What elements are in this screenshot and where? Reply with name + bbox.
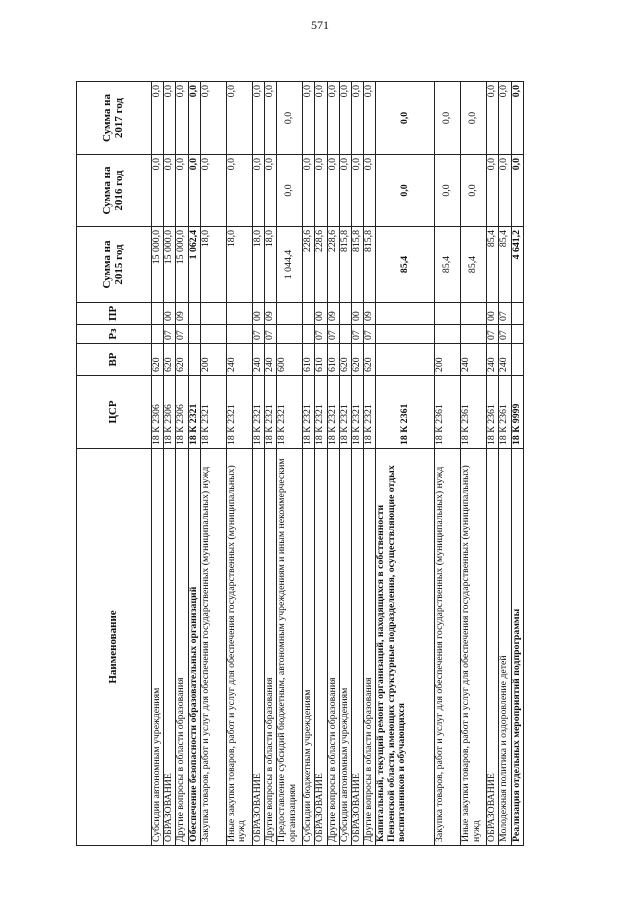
cell-vr: 240	[487, 344, 499, 376]
cell-rz	[226, 325, 252, 344]
cell-sum-2015: 228,6	[327, 227, 339, 303]
cell-sum-2015: 18,0	[200, 227, 226, 303]
cell-rz: 07	[252, 325, 264, 344]
cell-name: Субсидии автономным учреждениям	[339, 449, 351, 846]
cell-name: Обеспечение безопасности образовательных организаций	[188, 449, 200, 846]
budget-table	[76, 81, 524, 846]
table-row	[499, 82, 511, 846]
header-rz: Рз	[77, 325, 152, 344]
table-row	[364, 82, 376, 846]
cell-sum-2016: 0,0	[277, 155, 303, 227]
cell-csr: 18 К 2306	[164, 376, 176, 449]
cell-sum-2015: 15 000,0	[176, 227, 188, 303]
cell-sum-2015: 1 044,4	[277, 227, 303, 303]
header-csr: ЦСР	[77, 376, 152, 449]
table-row	[327, 82, 339, 846]
cell-rz: 07	[264, 325, 276, 344]
cell-pr: 07	[499, 303, 511, 325]
header-vr: ВР	[77, 344, 152, 376]
cell-rz: 07	[364, 325, 376, 344]
cell-sum-2016: 0,0	[351, 155, 363, 227]
cell-sum-2016: 0,0	[364, 155, 376, 227]
cell-rz	[303, 325, 315, 344]
cell-sum-2016: 0,0	[226, 155, 252, 227]
cell-pr	[277, 303, 303, 325]
table-row	[264, 82, 276, 846]
cell-rz: 07	[315, 325, 327, 344]
header-sum-2017: Сумма на 2017 год	[77, 82, 152, 155]
cell-sum-2016: 0,0	[461, 155, 487, 227]
cell-name: ОБРАЗОВАНИЕ	[315, 449, 327, 846]
cell-vr: 610	[303, 344, 315, 376]
cell-vr: 200	[435, 344, 461, 376]
cell-sum-2016: 0,0	[303, 155, 315, 227]
header-sum-2015: Сумма на 2015 год	[77, 227, 152, 303]
cell-sum-2016: 0,0	[152, 155, 164, 227]
cell-csr: 18 К 2321	[364, 376, 376, 449]
cell-name: ОБРАЗОВАНИЕ	[164, 449, 176, 846]
cell-sum-2016: 0,0	[188, 155, 200, 227]
cell-sum-2017: 0,0	[188, 82, 200, 155]
cell-rz: 07	[351, 325, 363, 344]
cell-rz	[461, 325, 487, 344]
cell-vr: 240	[461, 344, 487, 376]
cell-sum-2017: 0,0	[499, 82, 511, 155]
cell-name: Субсидии автономным учреждениям	[152, 449, 164, 846]
table-header-row	[77, 82, 152, 846]
cell-csr: 18 К 2321	[188, 376, 200, 449]
cell-sum-2015: 18,0	[264, 227, 276, 303]
cell-rz: 07	[499, 325, 511, 344]
cell-sum-2017: 0,0	[351, 82, 363, 155]
cell-sum-2015: 1 062,4	[188, 227, 200, 303]
cell-csr: 18 К 9999	[511, 376, 523, 449]
cell-sum-2017: 0,0	[364, 82, 376, 155]
cell-pr	[152, 303, 164, 325]
table-row	[188, 82, 200, 846]
table-row	[164, 82, 176, 846]
cell-vr: 620	[176, 344, 188, 376]
cell-pr: 00	[315, 303, 327, 325]
header-name: Наименование	[77, 449, 152, 846]
table-row	[339, 82, 351, 846]
cell-sum-2017: 0,0	[435, 82, 461, 155]
cell-sum-2015: 4 641,2	[511, 227, 523, 303]
cell-sum-2015: 85,4	[487, 227, 499, 303]
cell-sum-2016: 0,0	[327, 155, 339, 227]
table-row	[200, 82, 226, 846]
cell-sum-2017: 0,0	[376, 82, 435, 155]
cell-sum-2016: 0,0	[376, 155, 435, 227]
cell-pr: 09	[327, 303, 339, 325]
cell-rz	[339, 325, 351, 344]
cell-name: Субсидии бюджетным учреждениям	[303, 449, 315, 846]
cell-sum-2017: 0,0	[164, 82, 176, 155]
cell-pr: 00	[351, 303, 363, 325]
cell-name: Предоставление субсидий бюджетным, автономным учреждениям и иным некоммерческим организациям	[277, 449, 303, 846]
cell-name: Другие вопросы в области образования	[264, 449, 276, 846]
cell-vr: 610	[327, 344, 339, 376]
cell-name: Капитальный, текущий ремонт организаций, находящихся в собственности Пензенской области, имеющих структурные подразделения, осуществляющие отдых воспитанников и обучающихся	[376, 449, 435, 846]
cell-csr: 18 К 2361	[487, 376, 499, 449]
cell-csr: 18 К 2321	[226, 376, 252, 449]
cell-vr	[511, 344, 523, 376]
cell-sum-2015: 815,8	[339, 227, 351, 303]
cell-csr: 18 К 2321	[264, 376, 276, 449]
cell-sum-2015: 228,6	[315, 227, 327, 303]
cell-sum-2016: 0,0	[200, 155, 226, 227]
cell-name: Другие вопросы в области образования	[327, 449, 339, 846]
table-body	[152, 82, 524, 846]
cell-rz	[435, 325, 461, 344]
cell-name: Другие вопросы в области образования	[364, 449, 376, 846]
cell-sum-2017: 0,0	[315, 82, 327, 155]
table-row	[277, 82, 303, 846]
table-row	[487, 82, 499, 846]
cell-pr	[303, 303, 315, 325]
cell-sum-2017: 0,0	[511, 82, 523, 155]
cell-sum-2015: 815,8	[364, 227, 376, 303]
cell-csr: 18 К 2361	[461, 376, 487, 449]
cell-vr	[376, 344, 435, 376]
header-sum-2016: Сумма на 2016 год	[77, 155, 152, 227]
cell-sum-2015: 18,0	[226, 227, 252, 303]
cell-pr	[376, 303, 435, 325]
cell-sum-2016: 0,0	[499, 155, 511, 227]
cell-rz	[200, 325, 226, 344]
cell-rz: 07	[176, 325, 188, 344]
cell-pr: 00	[164, 303, 176, 325]
cell-rz: 07	[327, 325, 339, 344]
cell-name: Закупка товаров, работ и услуг для обеспечения государственных (муниципальных) нужд	[200, 449, 226, 846]
cell-pr: 09	[264, 303, 276, 325]
cell-pr: 00	[487, 303, 499, 325]
table-row	[435, 82, 461, 846]
cell-sum-2017: 0,0	[461, 82, 487, 155]
cell-vr: 620	[364, 344, 376, 376]
cell-rz: 07	[164, 325, 176, 344]
cell-pr	[226, 303, 252, 325]
cell-sum-2017: 0,0	[303, 82, 315, 155]
cell-sum-2017: 0,0	[339, 82, 351, 155]
cell-vr: 620	[339, 344, 351, 376]
cell-rz	[511, 325, 523, 344]
table-row	[226, 82, 252, 846]
table-row	[461, 82, 487, 846]
cell-sum-2016: 0,0	[339, 155, 351, 227]
cell-sum-2015: 15 000,0	[152, 227, 164, 303]
cell-csr: 18 К 2321	[315, 376, 327, 449]
header-pr: ПР	[77, 303, 152, 325]
cell-rz: 07	[487, 325, 499, 344]
cell-sum-2016: 0,0	[315, 155, 327, 227]
cell-sum-2016: 0,0	[176, 155, 188, 227]
cell-sum-2016: 0,0	[435, 155, 461, 227]
table-row	[511, 82, 523, 846]
page-number: 571	[311, 18, 329, 32]
cell-name: ОБРАЗОВАНИЕ	[487, 449, 499, 846]
cell-sum-2015: 815,8	[351, 227, 363, 303]
cell-name: ОБРАЗОВАНИЕ	[252, 449, 264, 846]
budget-table-rotated	[76, 82, 542, 846]
cell-csr: 18 К 2321	[252, 376, 264, 449]
cell-sum-2017: 0,0	[327, 82, 339, 155]
cell-pr	[435, 303, 461, 325]
cell-sum-2016: 0,0	[252, 155, 264, 227]
cell-sum-2017: 0,0	[264, 82, 276, 155]
table-row	[152, 82, 164, 846]
cell-vr: 240	[252, 344, 264, 376]
cell-rz	[376, 325, 435, 344]
cell-sum-2017: 0,0	[176, 82, 188, 155]
cell-csr: 18 К 2321	[327, 376, 339, 449]
cell-pr	[511, 303, 523, 325]
table-row	[376, 82, 435, 846]
cell-vr: 240	[226, 344, 252, 376]
cell-pr	[200, 303, 226, 325]
table-row	[315, 82, 327, 846]
cell-name: Иные закупки товаров, работ и услуг для обеспечения государственных (муниципальных) нужд	[226, 449, 252, 846]
cell-sum-2017: 0,0	[487, 82, 499, 155]
table-row	[252, 82, 264, 846]
cell-csr: 18 К 2361	[376, 376, 435, 449]
cell-sum-2015: 18,0	[252, 227, 264, 303]
cell-pr	[188, 303, 200, 325]
cell-sum-2017: 0,0	[252, 82, 264, 155]
cell-pr: 09	[364, 303, 376, 325]
cell-vr: 620	[164, 344, 176, 376]
cell-sum-2015: 85,4	[461, 227, 487, 303]
cell-name: Реализация отдельных мероприятий подпрограммы	[511, 449, 523, 846]
cell-vr	[188, 344, 200, 376]
cell-csr: 18 К 2321	[200, 376, 226, 449]
cell-csr: 18 К 2361	[499, 376, 511, 449]
cell-csr: 18 К 2306	[152, 376, 164, 449]
cell-sum-2016: 0,0	[164, 155, 176, 227]
cell-vr: 620	[152, 344, 164, 376]
cell-csr: 18 К 2306	[176, 376, 188, 449]
cell-sum-2017: 0,0	[277, 82, 303, 155]
cell-sum-2015: 85,4	[499, 227, 511, 303]
cell-sum-2015: 15 000,0	[164, 227, 176, 303]
cell-sum-2017: 0,0	[200, 82, 226, 155]
cell-pr	[461, 303, 487, 325]
cell-csr: 18 К 2321	[339, 376, 351, 449]
cell-name: Закупка товаров, работ и услуг для обеспечения государственных (муниципальных) нужд	[435, 449, 461, 846]
cell-pr: 09	[176, 303, 188, 325]
table-row	[303, 82, 315, 846]
cell-pr	[339, 303, 351, 325]
cell-pr: 00	[252, 303, 264, 325]
cell-csr: 18 К 2321	[277, 376, 303, 449]
cell-name: ОБРАЗОВАНИЕ	[351, 449, 363, 846]
cell-name: Иные закупки товаров, работ и услуг для обеспечения государственных (муниципальных) нужд	[461, 449, 487, 846]
cell-sum-2015: 85,4	[435, 227, 461, 303]
cell-name: Молодежная политика и оздоровление детей	[499, 449, 511, 846]
cell-rz	[277, 325, 303, 344]
cell-vr: 600	[277, 344, 303, 376]
cell-csr: 18 К 2321	[351, 376, 363, 449]
cell-rz	[152, 325, 164, 344]
cell-vr: 240	[499, 344, 511, 376]
cell-sum-2017: 0,0	[226, 82, 252, 155]
cell-sum-2016: 0,0	[487, 155, 499, 227]
cell-sum-2016: 0,0	[264, 155, 276, 227]
table-row	[176, 82, 188, 846]
cell-csr: 18 К 2321	[303, 376, 315, 449]
cell-sum-2016: 0,0	[511, 155, 523, 227]
cell-sum-2015: 85,4	[376, 227, 435, 303]
table-row	[351, 82, 363, 846]
cell-vr: 620	[351, 344, 363, 376]
cell-rz	[188, 325, 200, 344]
cell-vr: 610	[315, 344, 327, 376]
cell-sum-2017: 0,0	[152, 82, 164, 155]
cell-vr: 240	[264, 344, 276, 376]
cell-name: Другие вопросы в области образования	[176, 449, 188, 846]
cell-sum-2015: 228,6	[303, 227, 315, 303]
cell-csr: 18 К 2361	[435, 376, 461, 449]
cell-vr: 200	[200, 344, 226, 376]
